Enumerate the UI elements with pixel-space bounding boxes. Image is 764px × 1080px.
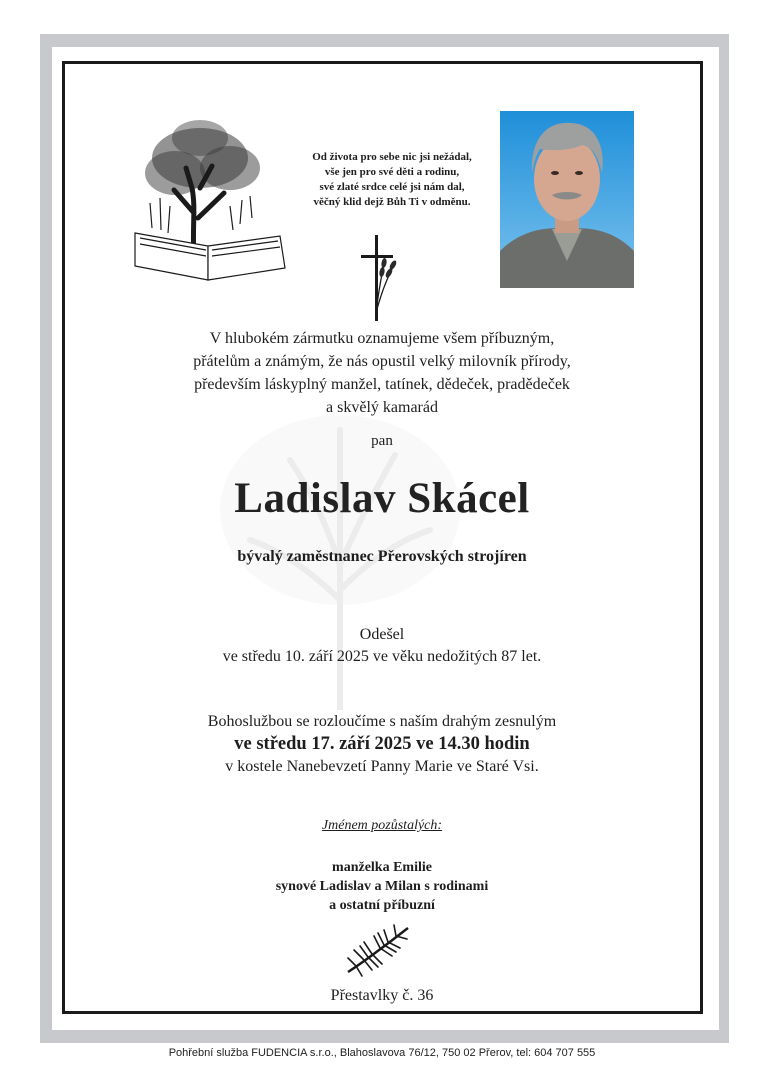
cross-with-wheat-icon bbox=[355, 233, 399, 323]
funeral-service-info bbox=[0, 711, 764, 777]
survivor-line: synové Ladislav a Milan s rodinami bbox=[275, 879, 489, 894]
service-intro: Bohoslužbou se rozloučíme s naším drahým zesnulým bbox=[207, 713, 557, 730]
poem-line: vše jen pro své děti a rodinu, bbox=[324, 166, 460, 178]
survivors-heading: Jménem pozůstalých: bbox=[321, 818, 443, 833]
poem-line: věčný klid dejž Bůh Ti v odměnu. bbox=[313, 196, 471, 208]
family-address: Přestavlky č. 36 bbox=[330, 987, 434, 1004]
death-date: ve středu 10. září 2025 ve věku nedožitých 87 let. bbox=[222, 648, 542, 665]
pine-twig-icon bbox=[342, 922, 412, 977]
death-info bbox=[0, 624, 764, 668]
portrait-photo bbox=[500, 111, 634, 288]
survivors-list bbox=[0, 858, 764, 915]
deceased-name: Ladislav Skácel bbox=[234, 475, 530, 522]
survivor-line: a ostatní příbuzní bbox=[329, 898, 435, 913]
announcement-text bbox=[0, 327, 764, 419]
tree-on-book-icon bbox=[130, 118, 290, 288]
memorial-poem bbox=[292, 150, 492, 210]
death-heading: Odešel bbox=[359, 626, 405, 643]
announcement-line: a skvělý kamarád bbox=[326, 399, 438, 416]
service-datetime: ve středu 17. září 2025 ve 14.30 hodin bbox=[234, 734, 530, 754]
announcement-line: V hlubokém zármutku oznamujeme všem příbuzným, bbox=[209, 330, 555, 347]
salutation: pan bbox=[371, 433, 393, 449]
survivor-line: manželka Emilie bbox=[332, 860, 432, 875]
announcement-line: přátelům a známým, že nás opustil velký milovník přírody, bbox=[193, 353, 571, 370]
service-place: v kostele Nanebevzetí Panny Marie ve Staré Vsi. bbox=[225, 758, 539, 775]
poem-line: své zlaté srdce celé jsi nám dal, bbox=[319, 181, 465, 193]
deceased-occupation: bývalý zaměstnanec Přerovských strojíren bbox=[237, 548, 527, 565]
funeral-service-footer: Pohřební služba FUDENCIA s.r.o., Blahoslavova 76/12, 750 02 Přerov, tel: 604 707 555 bbox=[168, 1047, 596, 1059]
announcement-line: především láskyplný manžel, tatínek, dědeček, pradědeček bbox=[194, 376, 570, 393]
poem-line: Od života pro sebe nic jsi nežádal, bbox=[312, 151, 472, 163]
